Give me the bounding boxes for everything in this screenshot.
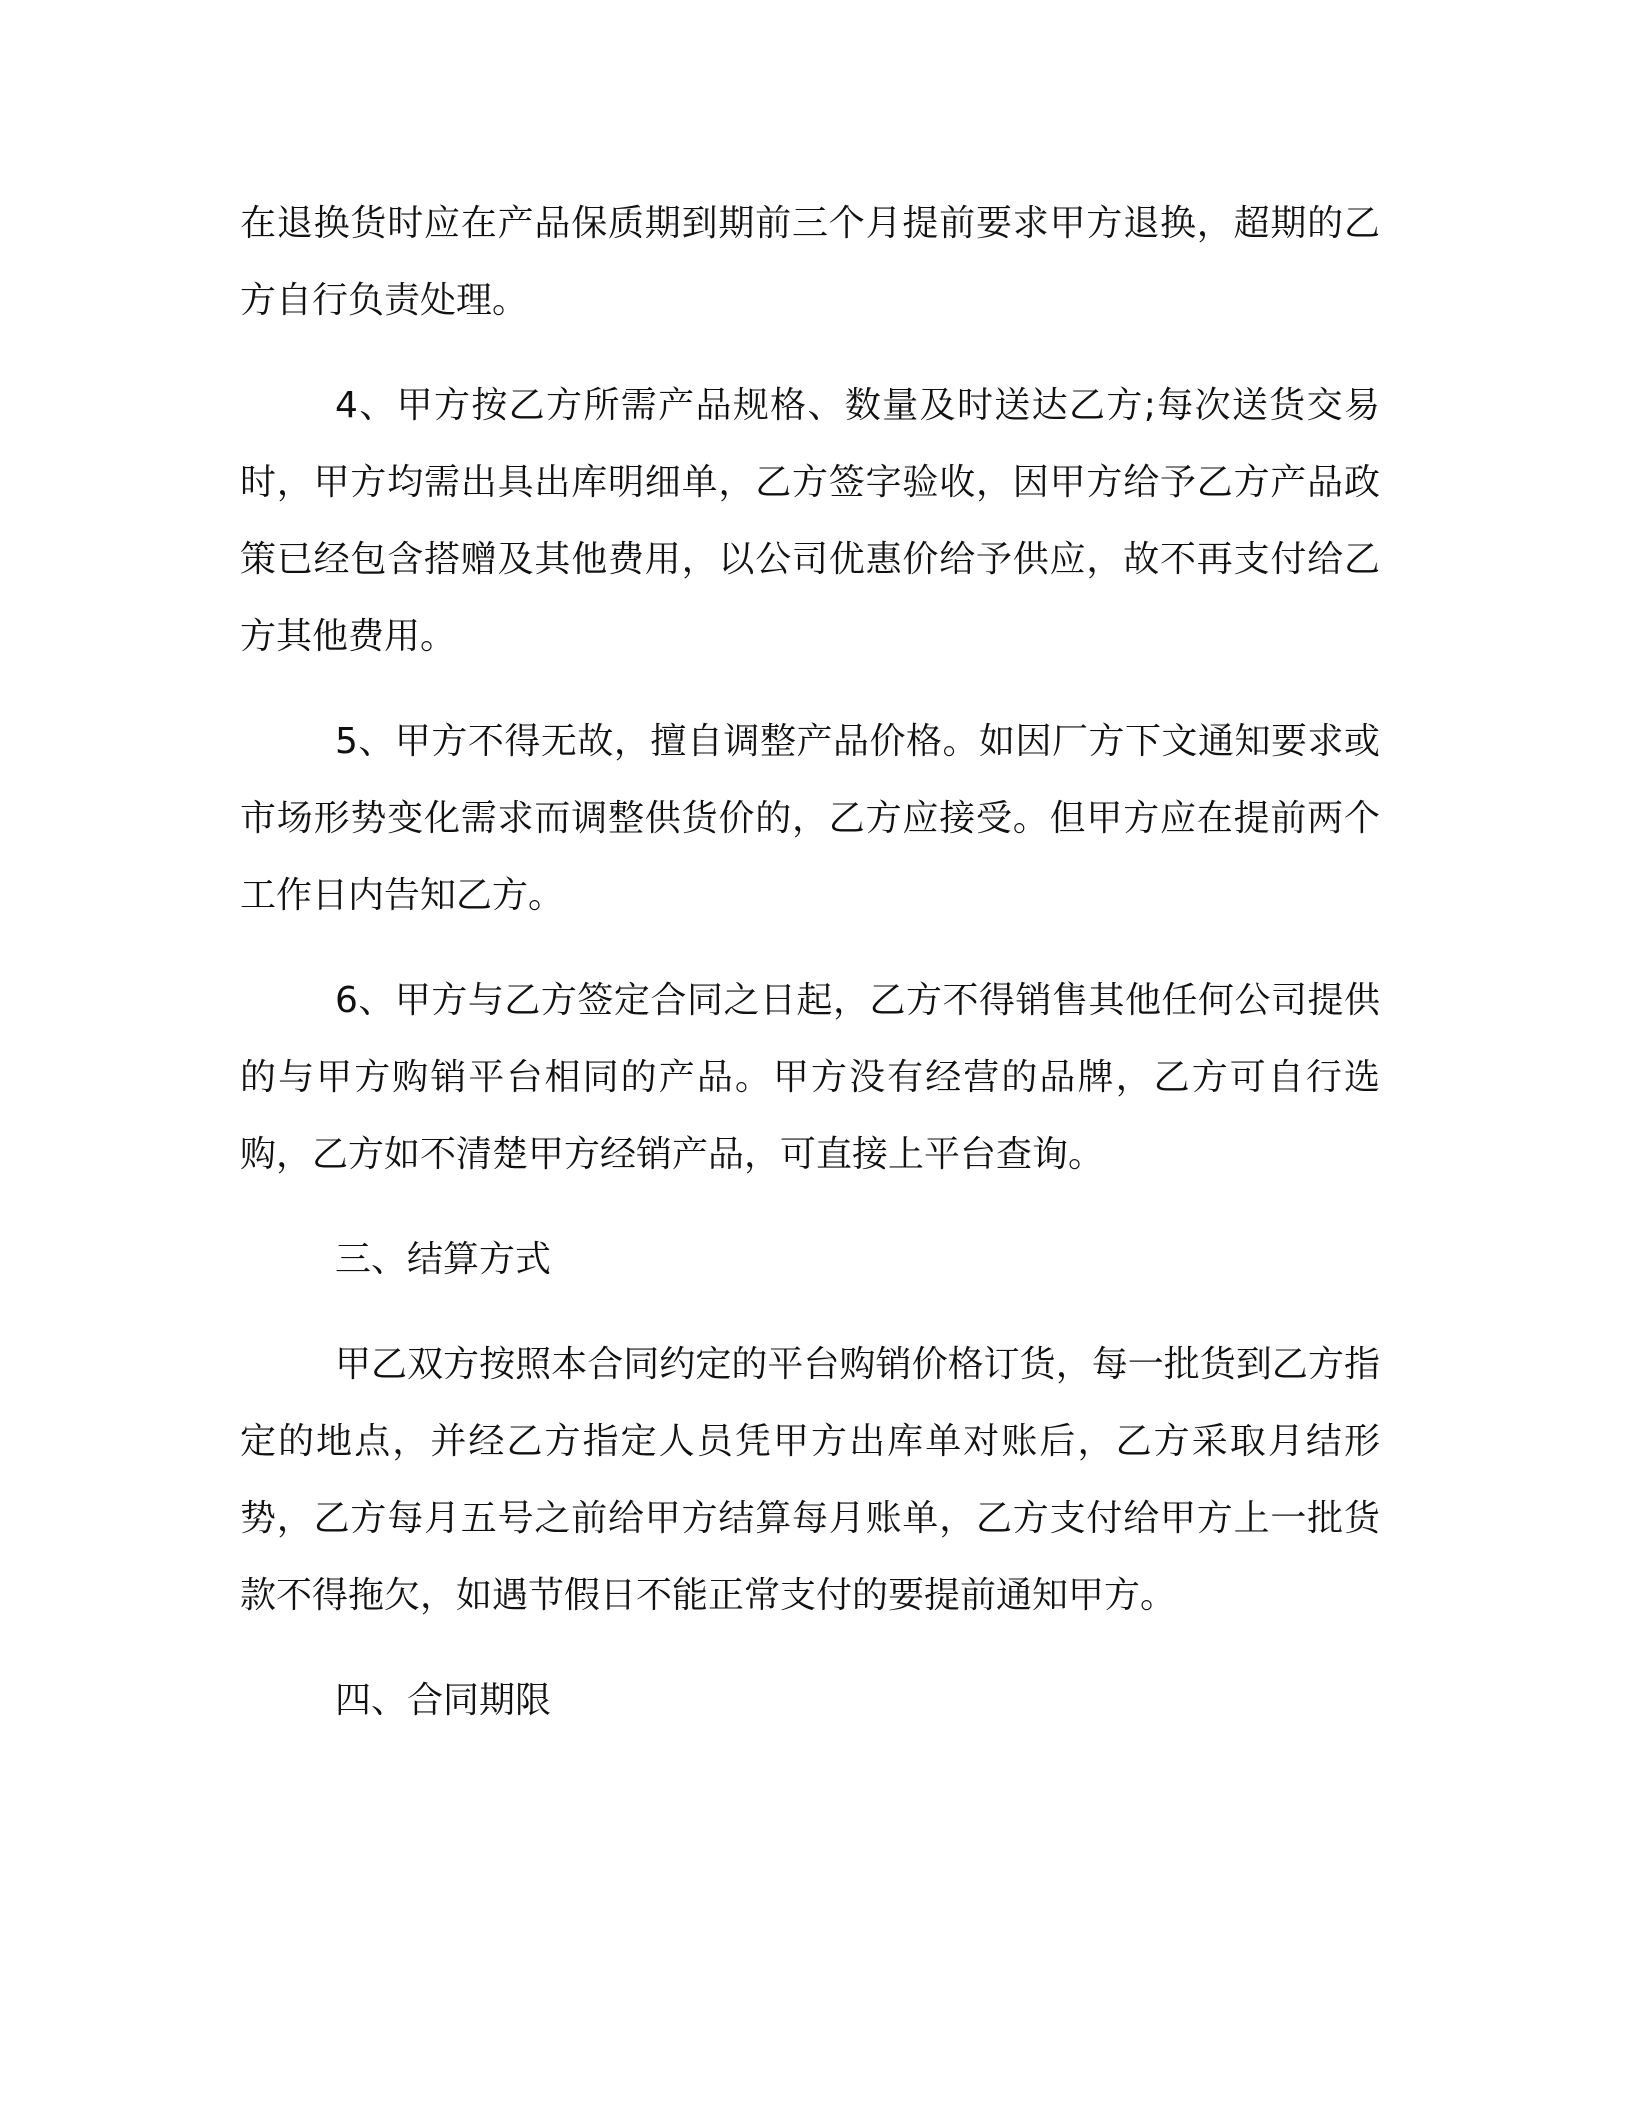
paragraph-item-6: 6、甲方与乙方签定合同之日起，乙方不得销售其他任何公司提供的与甲方购销平台相同的产品。甲方没有经营的品牌，乙方可自行选购，乙方如不清楚甲方经销产品，可直接上平台查询。 xyxy=(240,980,1380,1175)
section-heading-settlement: 三、结算方式 xyxy=(335,1239,552,1280)
document-body xyxy=(240,185,1380,1767)
paragraph-item-4: 4、甲方按乙方所需产品规格、数量及时送达乙方;每次送货交易时，甲方均需出具出库明细单，乙方签字验收，因甲方给予乙方产品政策已经包含搭赠及其他费用，以公司优惠价给予供应，故不再支付给乙方其他费用。 xyxy=(240,385,1380,657)
paragraph-settlement: 甲乙双方按照本合同约定的平台购销价格订货，每一批货到乙方指定的地点，并经乙方指定人员凭甲方出库单对账后，乙方采取月结形势，乙方每月五号之前给甲方结算每月账单，乙方支付给甲方上一批货款不得拖欠，如遇节假日不能正常支付的要提前通知甲方。 xyxy=(240,1344,1380,1616)
paragraph-continued: 在退换货时应在产品保质期到期前三个月提前要求甲方退换，超期的乙方自行负责处理。 xyxy=(240,203,1380,321)
paragraph-item-5: 5、甲方不得无故，擅自调整产品价格。如因厂方下文通知要求或市场形势变化需求而调整供货价的，乙方应接受。但甲方应在提前两个工作日内告知乙方。 xyxy=(240,721,1380,916)
section-heading-term: 四、合同期限 xyxy=(335,1680,552,1721)
